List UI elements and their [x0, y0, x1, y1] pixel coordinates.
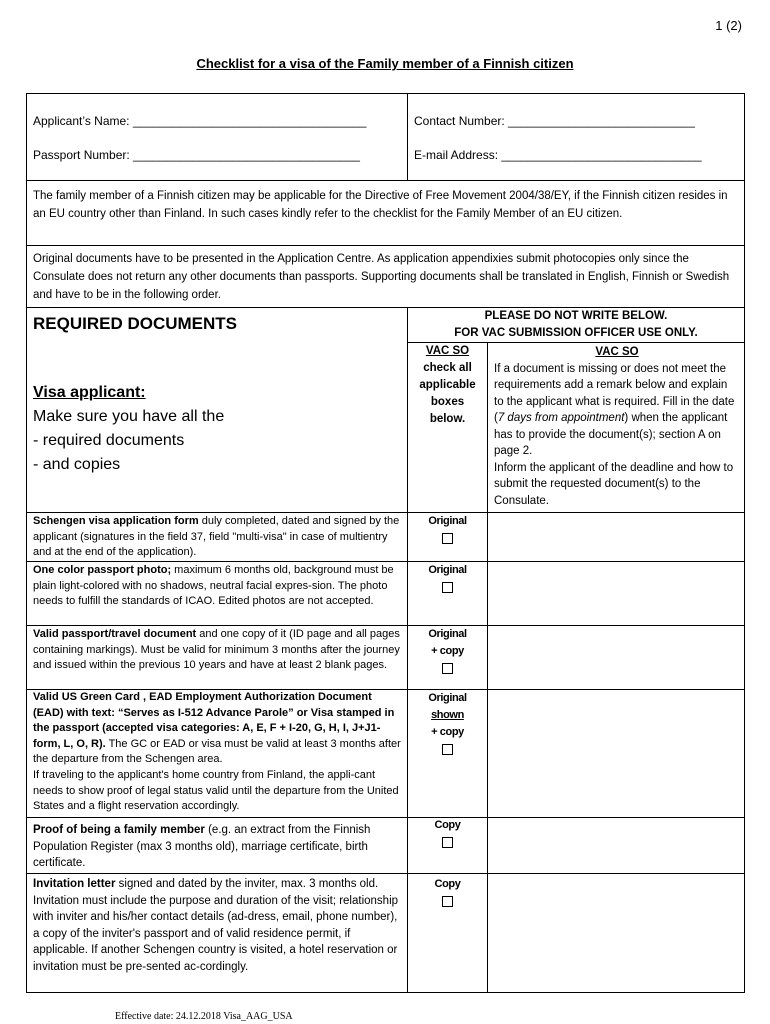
checkbox[interactable]	[442, 744, 453, 755]
checklist-item-invitation-letter: Invitation letter signed and dated by the inviter, max. 3 months old. Invitation must include the purpose and duration of the visit; relationship with inviter and his/her contact details (ad-dress, email, phone number), a copy of the inviter's passport and of valid residence permit, if applicable. If another Schengen country is visited, a hotel reservation or invitation must be pre-sented ac-cordingly.	[33, 878, 399, 973]
checkbox[interactable]	[442, 663, 453, 674]
item-mark: Original	[408, 562, 487, 599]
item-mark: Original shown + copy	[408, 690, 487, 761]
remark-cell[interactable]	[488, 690, 744, 817]
free-movement-note: The family member of a Finnish citizen may be applicable for the Directive of Free Movement 2004/38/EY, if the Finnish citizen resides in an EU country other than Finland. In such cases kindly refer to the checklist for the Family Member of an EU citizen.	[33, 190, 728, 220]
item-mark: Original	[408, 513, 487, 550]
applicant-name-field[interactable]: Applicant’s Name: ___________________________________	[33, 114, 367, 128]
checklist-item-family-proof: Proof of being a family member (e.g. an extract from the Finnish Population Register (max 3 months old), marriage certificate, birth certificate.	[33, 824, 371, 869]
instruction-line: - required documents	[33, 432, 185, 449]
footer-effective-date: Effective date: 24.12.2018 Visa_AAG_USA	[115, 1011, 293, 1022]
divider	[26, 180, 745, 181]
checklist-item-passport-photo: One color passport photo; maximum 6 months old, background must be plain light-colored with no shadows, neutral facial expres-sion. The photo needs to fulfill the standards of ICAO. Edited photos are not accepted.	[33, 564, 394, 608]
visa-applicant-instructions	[33, 381, 403, 477]
vac-so-text: check all	[423, 362, 472, 374]
checkbox[interactable]	[442, 582, 453, 593]
checkbox[interactable]	[442, 896, 453, 907]
vac-header-line: FOR VAC SUBMISSION OFFICER USE ONLY.	[454, 327, 698, 339]
vac-so-check-instruction	[408, 343, 487, 428]
contact-number-field[interactable]: Contact Number: ____________________________	[414, 114, 695, 128]
checklist-item-green-card: Valid US Green Card , EAD Employment Authorization Document (EAD) with text: “Serves as I-512 Advance Parole” or Visa stamped in the passport (accepted visa categories: A, E, F + I-20, G, H, I, J+J1-form, L, O, R). The GC or EAD or visa must be valid at least 3 months after the departure from the Schengen area. If traveling to the applicant's home country from Finland, the appli-cant needs to show proof of legal status valid until the departure from the United States and a flight reservation accordingly.	[33, 691, 401, 813]
originals-note: Original documents have to be presented in the Application Centre. As application appendixies submit photocopies only since the Consulate does not return any other documents than passports. Supporting documents shall be translated in English, Finnish or Swedish and have to be in the following order.	[33, 253, 730, 301]
checkbox[interactable]	[442, 837, 453, 848]
required-documents-heading: REQUIRED DOCUMENTS	[33, 314, 238, 333]
checkbox[interactable]	[442, 533, 453, 544]
remark-cell[interactable]	[488, 818, 744, 873]
vac-so-remark-text: Inform the applicant of the deadline and how to submit the requested document(s) to the Consulate.	[494, 461, 734, 507]
divider	[26, 245, 745, 246]
vac-header-line: PLEASE DO NOT WRITE BELOW.	[484, 310, 668, 322]
vac-so-title: VAC SO	[425, 345, 470, 357]
item-mark: Copy	[408, 817, 487, 854]
remark-cell[interactable]	[488, 513, 744, 561]
divider	[407, 93, 408, 180]
remark-cell[interactable]	[488, 874, 744, 992]
checklist-item-application-form: Schengen visa application form duly completed, dated and signed by the applicant (signatures in the field 37, field "multi-visa" in case of multientry and at the end of the application).	[33, 515, 400, 559]
checklist-item-passport: Valid passport/travel document and one copy of it (ID page and all pages containing markings). Must be valid for minimum 3 months after the journey and issued within the previous 10 years and have at least 2 blank pages.	[33, 628, 400, 672]
vac-so-title: VAC SO	[595, 346, 639, 358]
instruction-line: Make sure you have all the	[33, 408, 225, 425]
vac-so-text: boxes	[430, 396, 465, 408]
item-mark: Copy	[408, 876, 487, 913]
remark-cell[interactable]	[488, 626, 744, 689]
deadline-hint: 7 days from appointment	[497, 412, 625, 424]
remark-cell[interactable]	[488, 562, 744, 625]
instruction-line: - and copies	[33, 456, 121, 473]
passport-number-field[interactable]: Passport Number: __________________________________	[33, 148, 360, 162]
page-number: 1 (2)	[715, 18, 742, 33]
vac-officer-header	[407, 308, 745, 342]
item-mark: Original + copy	[408, 626, 487, 680]
document-title: Checklist for a visa of the Family member of a Finnish citizen	[196, 56, 574, 71]
email-field[interactable]: E-mail Address: ______________________________	[414, 148, 702, 162]
vac-so-text: applicable	[419, 379, 476, 391]
visa-applicant-heading: Visa applicant:	[33, 384, 146, 401]
vac-so-remark-text: If a document is missing or does not meet the requirements add a remark below and explain to the applicant what is required. Fill in the date (7 days from appointment) when the applicant has to provide the document(s); section A on page 2.	[494, 362, 735, 457]
vac-so-remark-instruction	[494, 344, 740, 509]
vac-so-text: below.	[429, 413, 466, 425]
